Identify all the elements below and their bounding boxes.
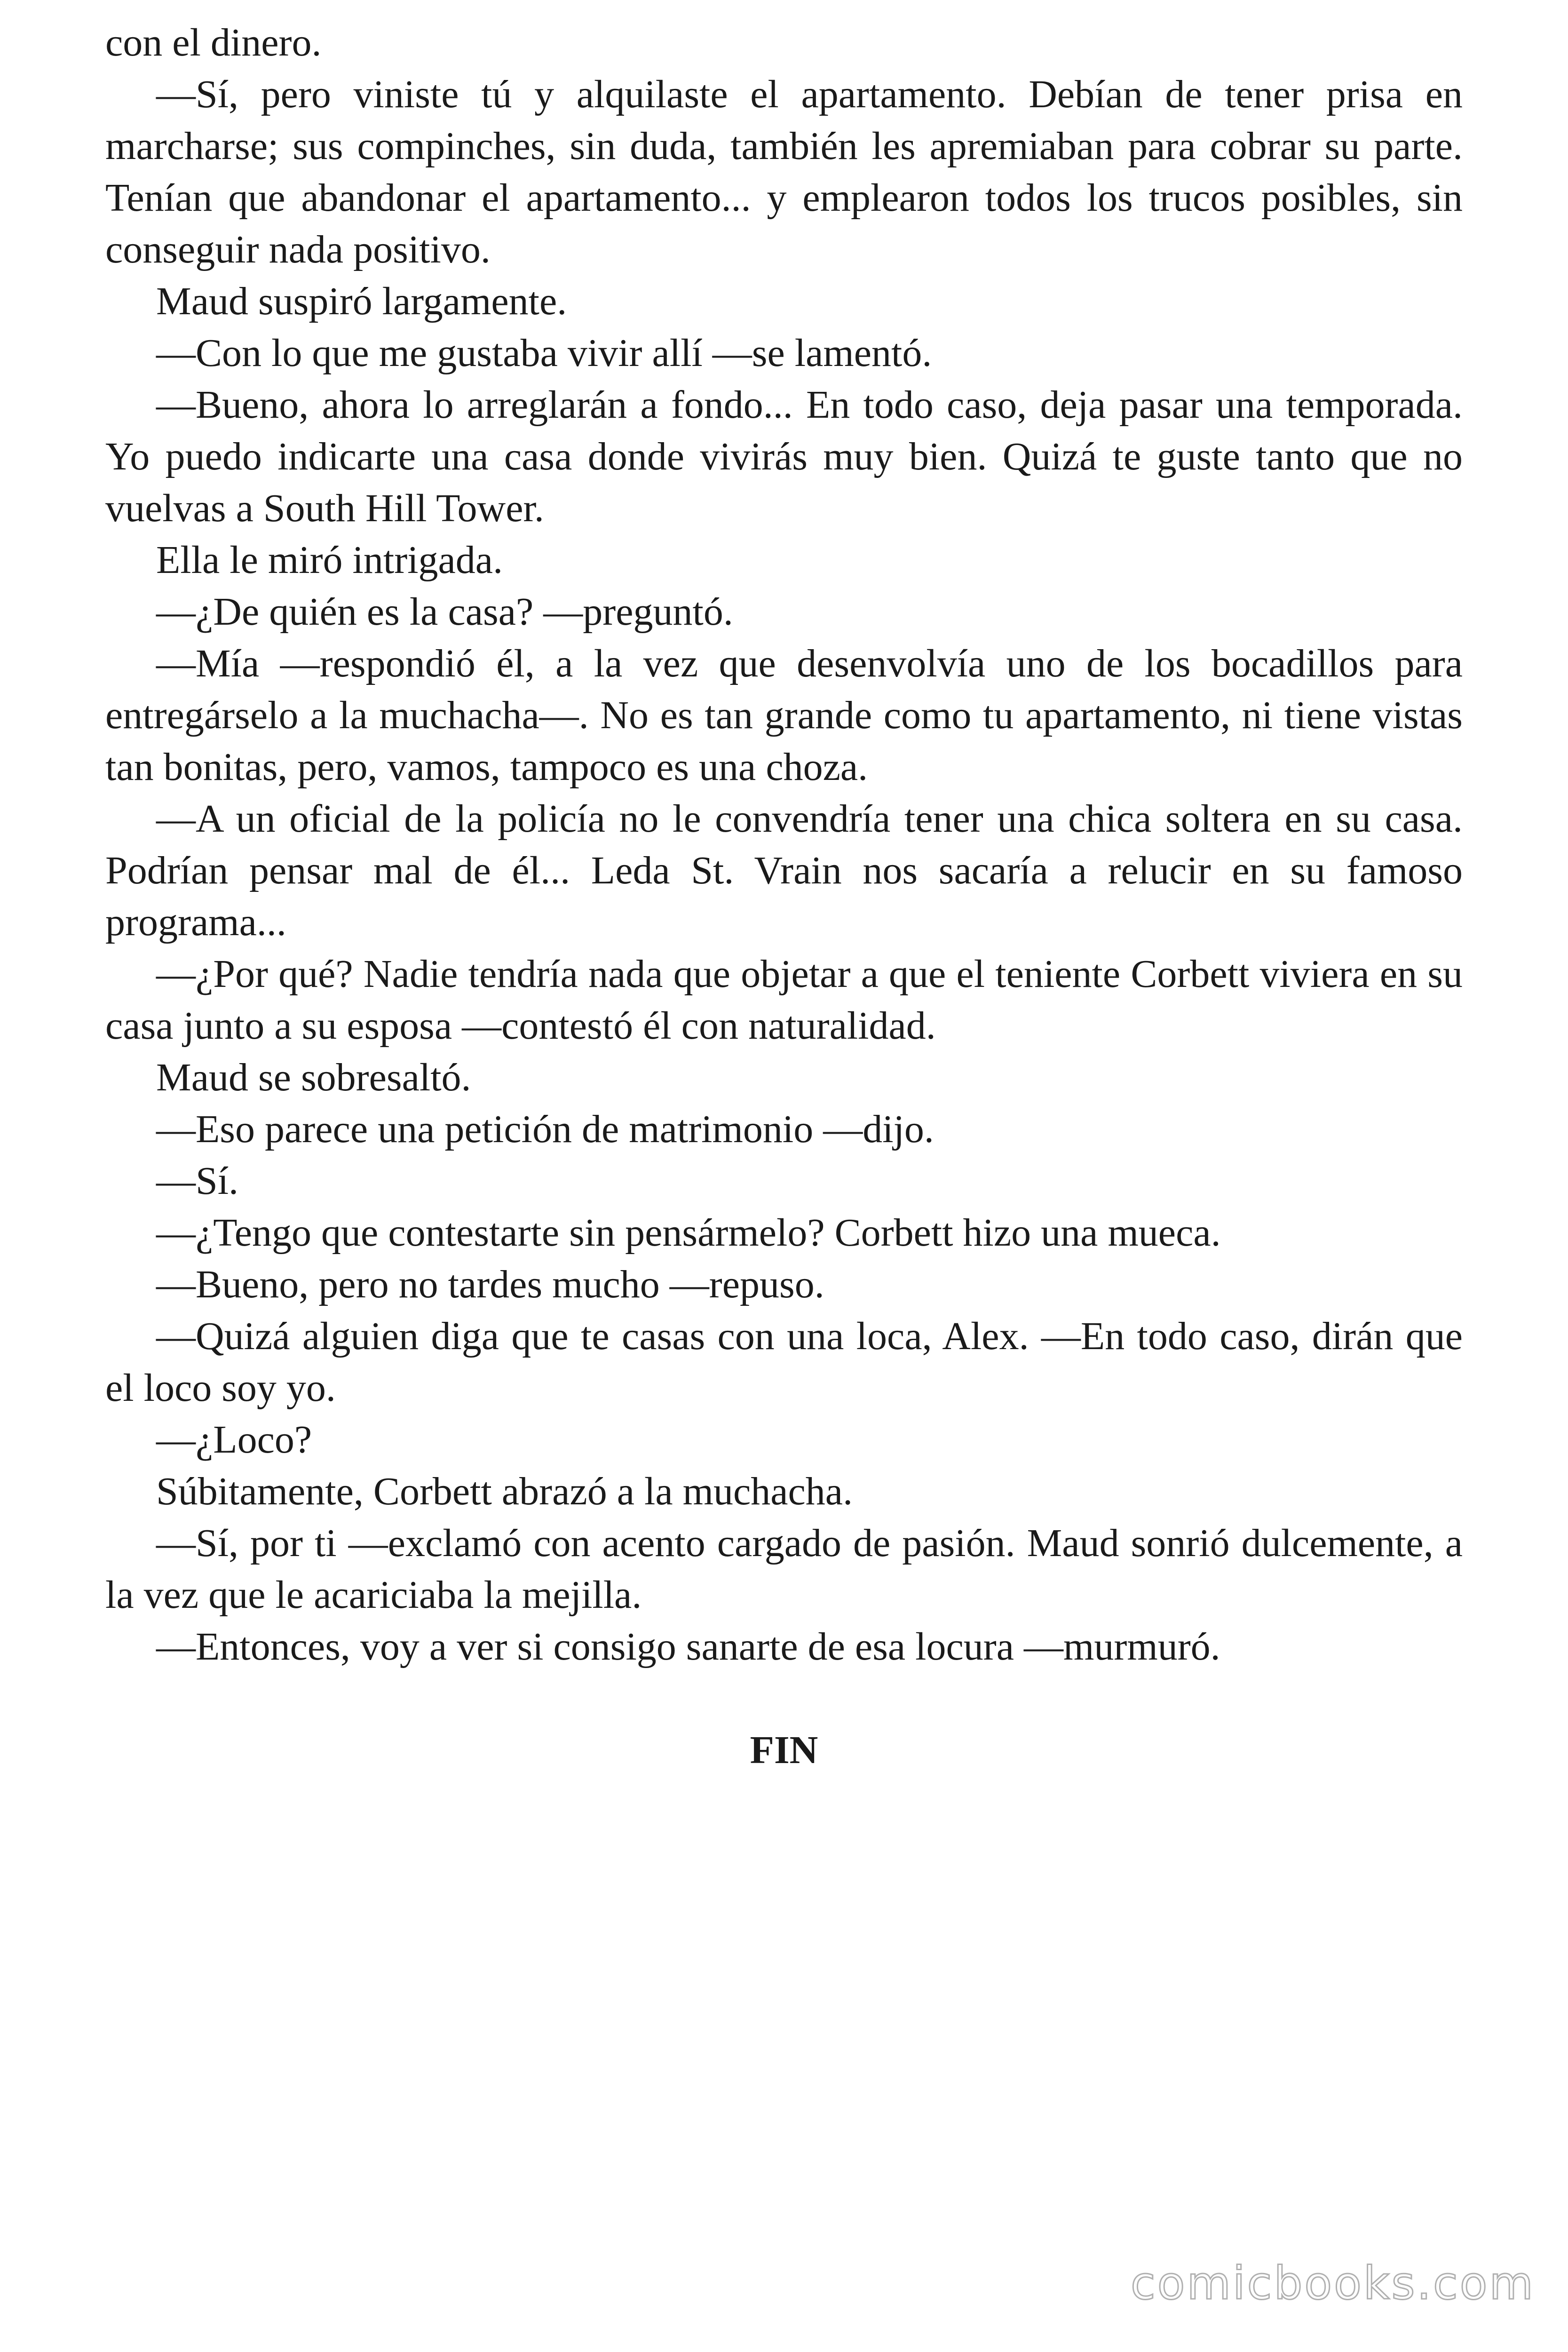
page-body: [105, 17, 1463, 1776]
paragraph: Maud suspiró largamente.: [156, 279, 567, 323]
paragraph: —¿De quién es la casa? —preguntó.: [156, 590, 733, 634]
watermark: comicbooks.com: [1130, 2257, 1535, 2310]
paragraph: —Eso parece una petición de matrimonio —dijo.: [156, 1107, 934, 1151]
paragraph: —Quizá alguien diga que te casas con una loca, Alex. —En todo caso, dirán que el loco soy yo.: [105, 1314, 1463, 1410]
paragraph: —¿Tengo que contestarte sin pensármelo? Corbett hizo una mueca.: [156, 1211, 1221, 1255]
paragraph: —Sí, por ti —exclamó con acento cargado de pasión. Maud sonrió dulcemente, a la vez que le acariciaba la mejilla.: [105, 1521, 1463, 1617]
paragraph: —Mía —respondió él, a la vez que desenvolvía uno de los bocadillos para entregárselo a la muchacha—. No es tan grande como tu apartamento, ni tiene vistas tan bonitas, pero, vamos, tampoco es una choza.: [105, 642, 1463, 789]
ending-title: FIN: [750, 1728, 818, 1772]
paragraph: —Con lo que me gustaba vivir allí —se lamentó.: [156, 331, 932, 375]
paragraph: Ella le miró intrigada.: [156, 538, 503, 582]
paragraph: —¿Por qué? Nadie tendría nada que objetar a que el teniente Corbett viviera en su casa junto a su esposa —contestó él con naturalidad.: [105, 952, 1463, 1048]
paragraph: —Entonces, voy a ver si consigo sanarte de esa locura —murmuró.: [156, 1625, 1220, 1669]
paragraph: Súbitamente, Corbett abrazó a la muchacha.: [156, 1470, 853, 1513]
paragraph: —Sí.: [156, 1159, 239, 1203]
paragraph: con el dinero.: [105, 21, 322, 64]
paragraph: —Bueno, pero no tardes mucho —repuso.: [156, 1263, 824, 1306]
paragraph: —¿Loco?: [156, 1418, 312, 1462]
paragraph: —Sí, pero viniste tú y alquilaste el apartamento. Debían de tener prisa en marcharse; sus compinches, sin duda, también les apremiaban para cobrar su parte. Tenían que abandonar el apartamento... y emplearon todos los trucos posibles, sin conseguir nada positivo.: [105, 72, 1463, 271]
paragraph: —A un oficial de la policía no le convendría tener una chica soltera en su casa. Podrían pensar mal de él... Leda St. Vrain nos sacaría a relucir en su famoso programa...: [105, 797, 1463, 944]
paragraph: —Bueno, ahora lo arreglarán a fondo... En todo caso, deja pasar una temporada. Yo puedo indicarte una casa donde vivirás muy bien. Quizá te guste tanto que no vuelvas a South Hill Tower.: [105, 383, 1463, 530]
paragraph: Maud se sobresaltó.: [156, 1056, 471, 1099]
